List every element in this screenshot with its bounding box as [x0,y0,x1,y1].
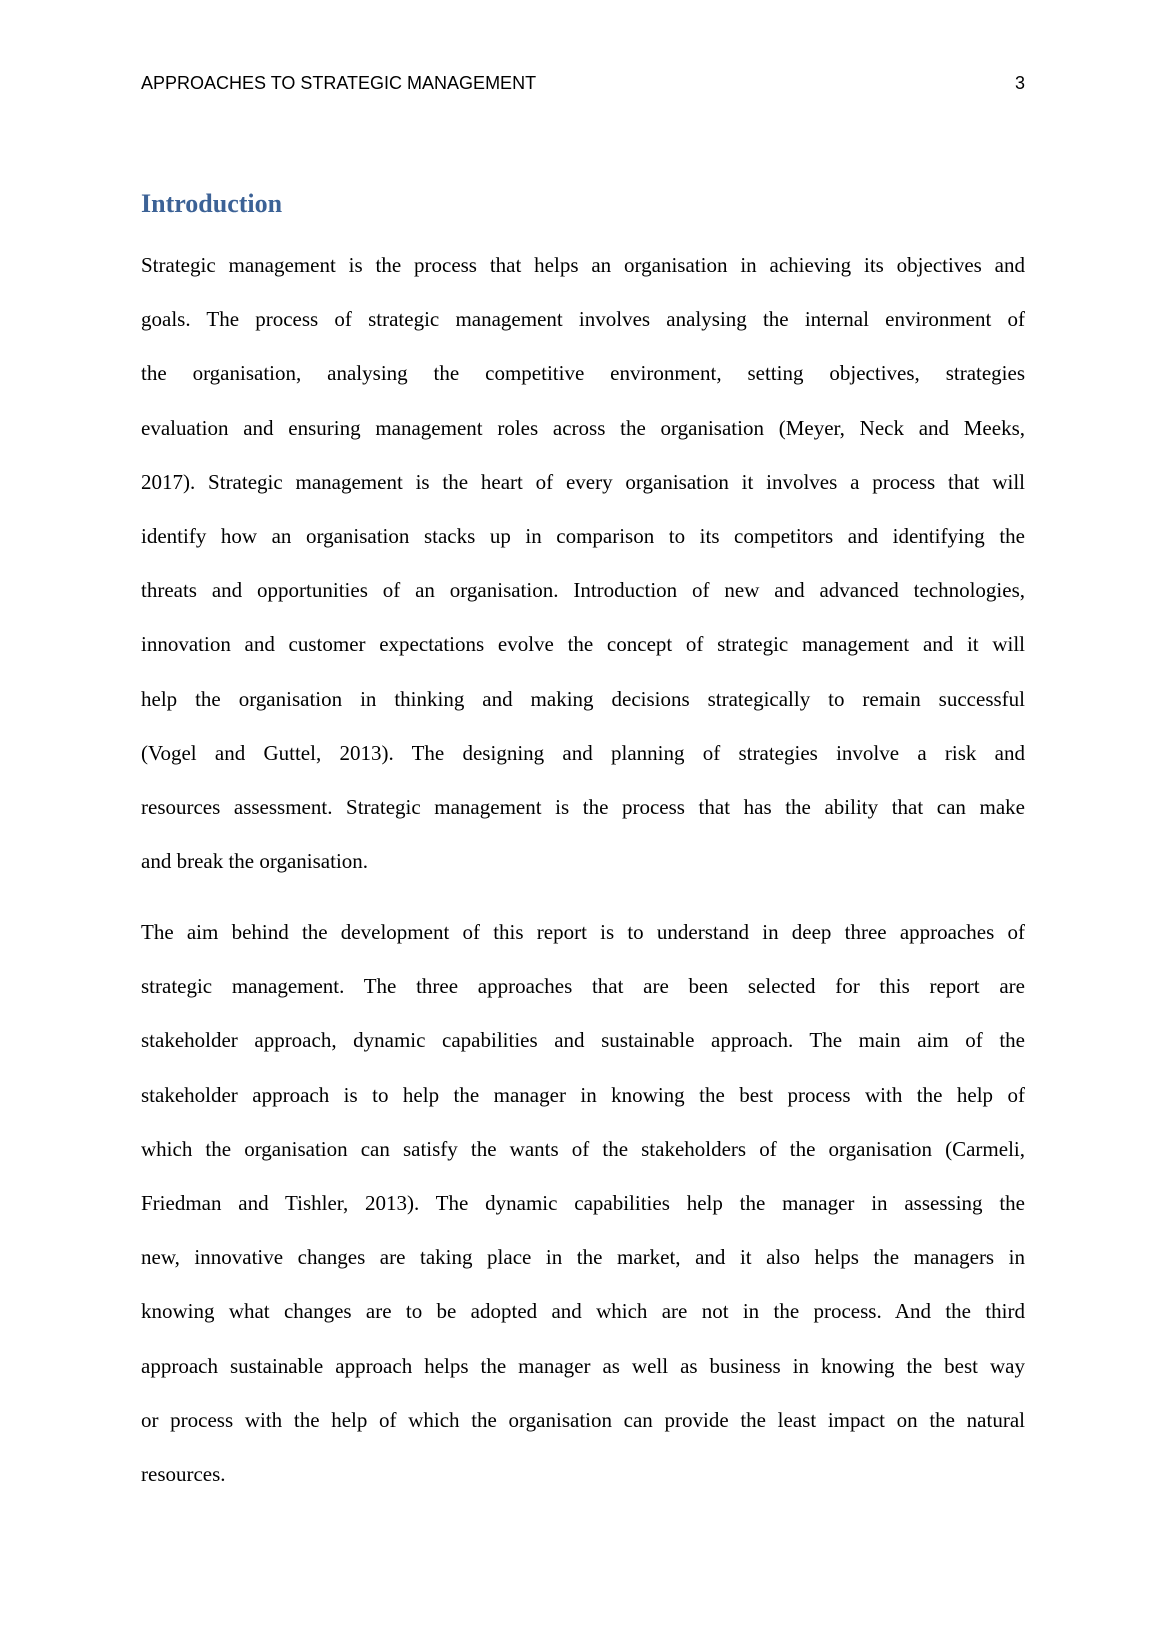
paragraph-line: threats and opportunities of an organisation. Introduction of new and advanced technologies, [141,578,1025,603]
paragraph-line: identify how an organisation stacks up in comparison to its competitors and identifying the [141,523,1025,548]
paragraph-line: or process with the help of which the organisation can provide the least impact on the natural [141,1407,1025,1432]
paragraph-line: The aim behind the development of this report is to understand in deep three approaches of [141,920,1025,944]
paragraph-line: new, innovative changes are taking place in the market, and it also helps the managers in [141,1245,1025,1270]
paragraph-line: stakeholder approach is to help the manager in knowing the best process with the help of [141,1082,1025,1107]
paragraph-line: evaluation and ensuring management roles across the organisation (Meyer, Neck and Meeks, [141,415,1025,440]
paragraph-line: approach sustainable approach helps the manager as well as business in knowing the best way [141,1353,1025,1378]
paragraph-line: help the organisation in thinking and making decisions strategically to remain successful [141,686,1025,711]
paragraph-line: strategic management. The three approaches that are been selected for this report are [141,974,1025,999]
paragraph-line: goals. The process of strategic management involves analysing the internal environment of [141,307,1025,332]
page-number: 3 [1014,73,1025,93]
paragraph-line: innovation and customer expectations evolve the concept of strategic management and it will [141,632,1025,657]
paragraph-line: 2017). Strategic management is the heart of every organisation it involves a process that will [141,469,1025,494]
running-header [141,71,1025,95]
section-heading: Introduction [141,189,283,218]
paragraph-line: stakeholder approach, dynamic capabilities and sustainable approach. The main aim of the [141,1028,1025,1053]
paragraph-line: (Vogel and Guttel, 2013). The designing and planning of strategies involve a risk and [141,740,1025,765]
paragraph-line: resources. [141,1461,226,1486]
paragraph-line: the organisation, analysing the competitive environment, setting objectives, strategies [141,361,1025,386]
intro-paragraph-1 [141,238,1025,888]
paragraph-line: Strategic management is the process that helps an organisation in achieving its objectives and [141,253,1025,277]
paragraph-line: and break the organisation. [141,849,369,874]
paragraph-line: resources assessment. Strategic management is the process that has the ability that can make [141,794,1025,819]
intro-paragraph-2 [141,905,1025,1501]
paragraph-line: which the organisation can satisfy the wants of the stakeholders of the organisation (Carmeli, [141,1136,1025,1161]
paragraph-line: Friedman and Tishler, 2013). The dynamic capabilities help the manager in assessing the [141,1190,1025,1215]
running-head-title: APPROACHES TO STRATEGIC MANAGEMENT [141,73,537,93]
paragraph-line: knowing what changes are to be adopted and which are not in the process. And the third [141,1299,1025,1324]
